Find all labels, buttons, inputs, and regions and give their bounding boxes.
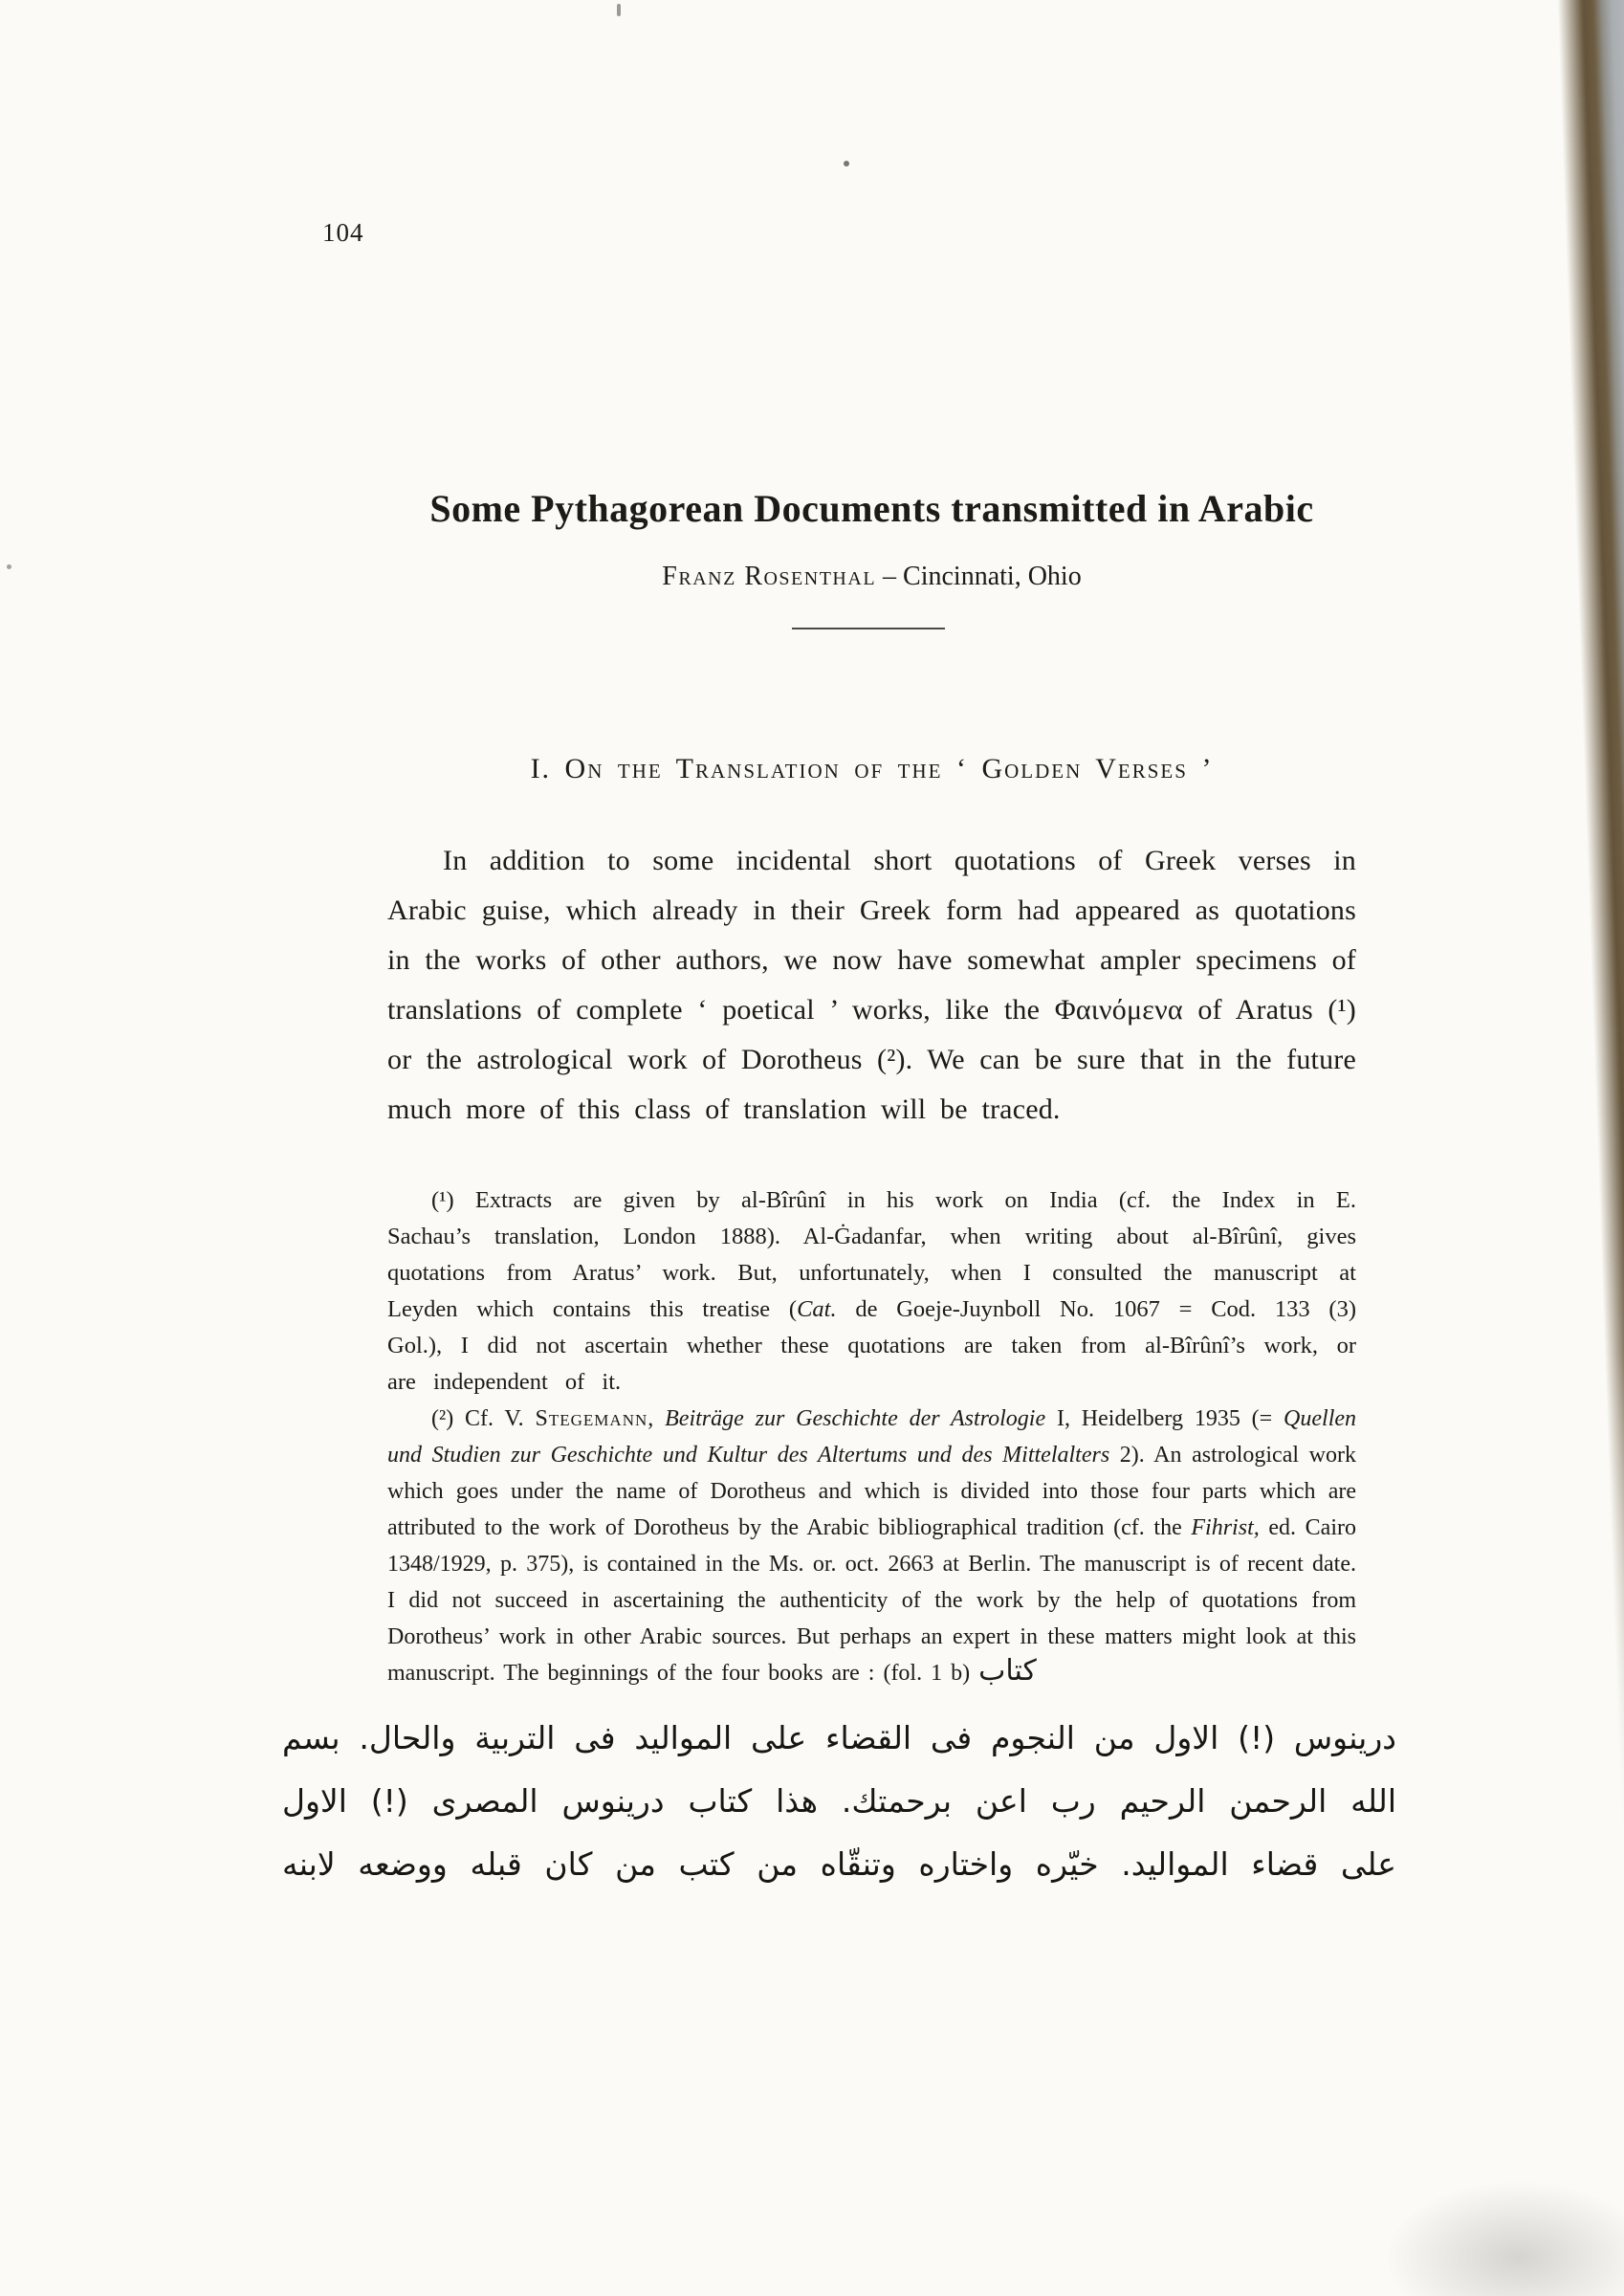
- arabic-quote: [282, 1707, 1396, 1896]
- scan-corner-smudge: [1385, 2181, 1624, 2296]
- scan-speck: [7, 564, 11, 569]
- footnote-2: (²) Cf. V. Stegemann, Beiträge zur Geschichte der Astrologie I, Heidelberg 1935 (= Quellen und Studien zur Geschichte und Kultur des Altertums und des Mittelalters 2). An astrological work which goes under the name of Dorotheus and which is divided into those four parts which are attributed to the work of Dorotheus by the Arabic bibliographical tradition (cf. the Fihrist, ed. Cairo 1348/1929, p. 375), is contained in the Ms. or. oct. 2663 at Berlin. The manuscript is of recent date. I did not succeed in ascertaining the authenticity of the work by the help of quotations from Dorotheus’ work in other Arabic sources. But perhaps an expert in these matters might look at this manuscript. The beginnings of the four books are : (fol. 1 b) كتاب: [387, 1406, 1357, 1688]
- scan-speck: [617, 4, 621, 16]
- author-line: [387, 562, 1356, 592]
- footnotes-block: [282, 1182, 1396, 1896]
- scan-page-edge-shadow: [1557, 0, 1624, 1885]
- page-number: 104: [322, 218, 364, 247]
- author-affiliation: – Cincinnati, Ohio: [876, 562, 1082, 591]
- divider-rule: [792, 628, 945, 629]
- scan-speck: [844, 161, 849, 166]
- article-title: Some Pythagorean Documents transmitted in Arabic: [429, 487, 1314, 530]
- body-paragraph: In addition to some incidental short quotations of Greek verses in Arabic guise, which already in their Greek form had appeared as quotations in the works of other authors, we now have somewhat ampler specimens of translations of complete ‘ poetical ’ works, like the Φαινόμενα of Aratus (¹) or the astrological work of Dorotheus (²). We can be sure that in the future much more of this class of translation will be traced.: [387, 845, 1356, 1125]
- arabic-quote-line: على قضاء المواليد. خيّره واختاره وتنقّاه من كتب من كان قبله ووضعه لابنه: [282, 1845, 1396, 1883]
- arabic-quote-line: درينوس (!) الاول من النجوم فى القضاء على المواليد فى التربية والحال. بسم: [282, 1719, 1396, 1756]
- section-heading: I. On the Translation of the ‘ Golden Verses ’: [530, 753, 1214, 784]
- author-name: Franz Rosenthal: [662, 562, 877, 591]
- arabic-quote-line: الله الرحمن الرحيم رب اعن برحمتك. هذا كتاب درينوس المصرى (!) الاول: [282, 1782, 1396, 1820]
- footnote-1: (¹) Extracts are given by al-Bîrûnî in his work on India (cf. the Index in E. Sachau’s translation, London 1888). Al-Ġadanfar, when writing about al-Bîrûnî, gives quotations from Aratus’ work. But, unfortunately, when I consulted the manuscript at Leyden which contains this treatise (Cat. de Goeje-Juynboll No. 1067 = Cod. 133 (3) Gol.), I did not ascertain whether these quotations are taken from al-Bîrûnî’s work, or are independent of it.: [387, 1187, 1356, 1395]
